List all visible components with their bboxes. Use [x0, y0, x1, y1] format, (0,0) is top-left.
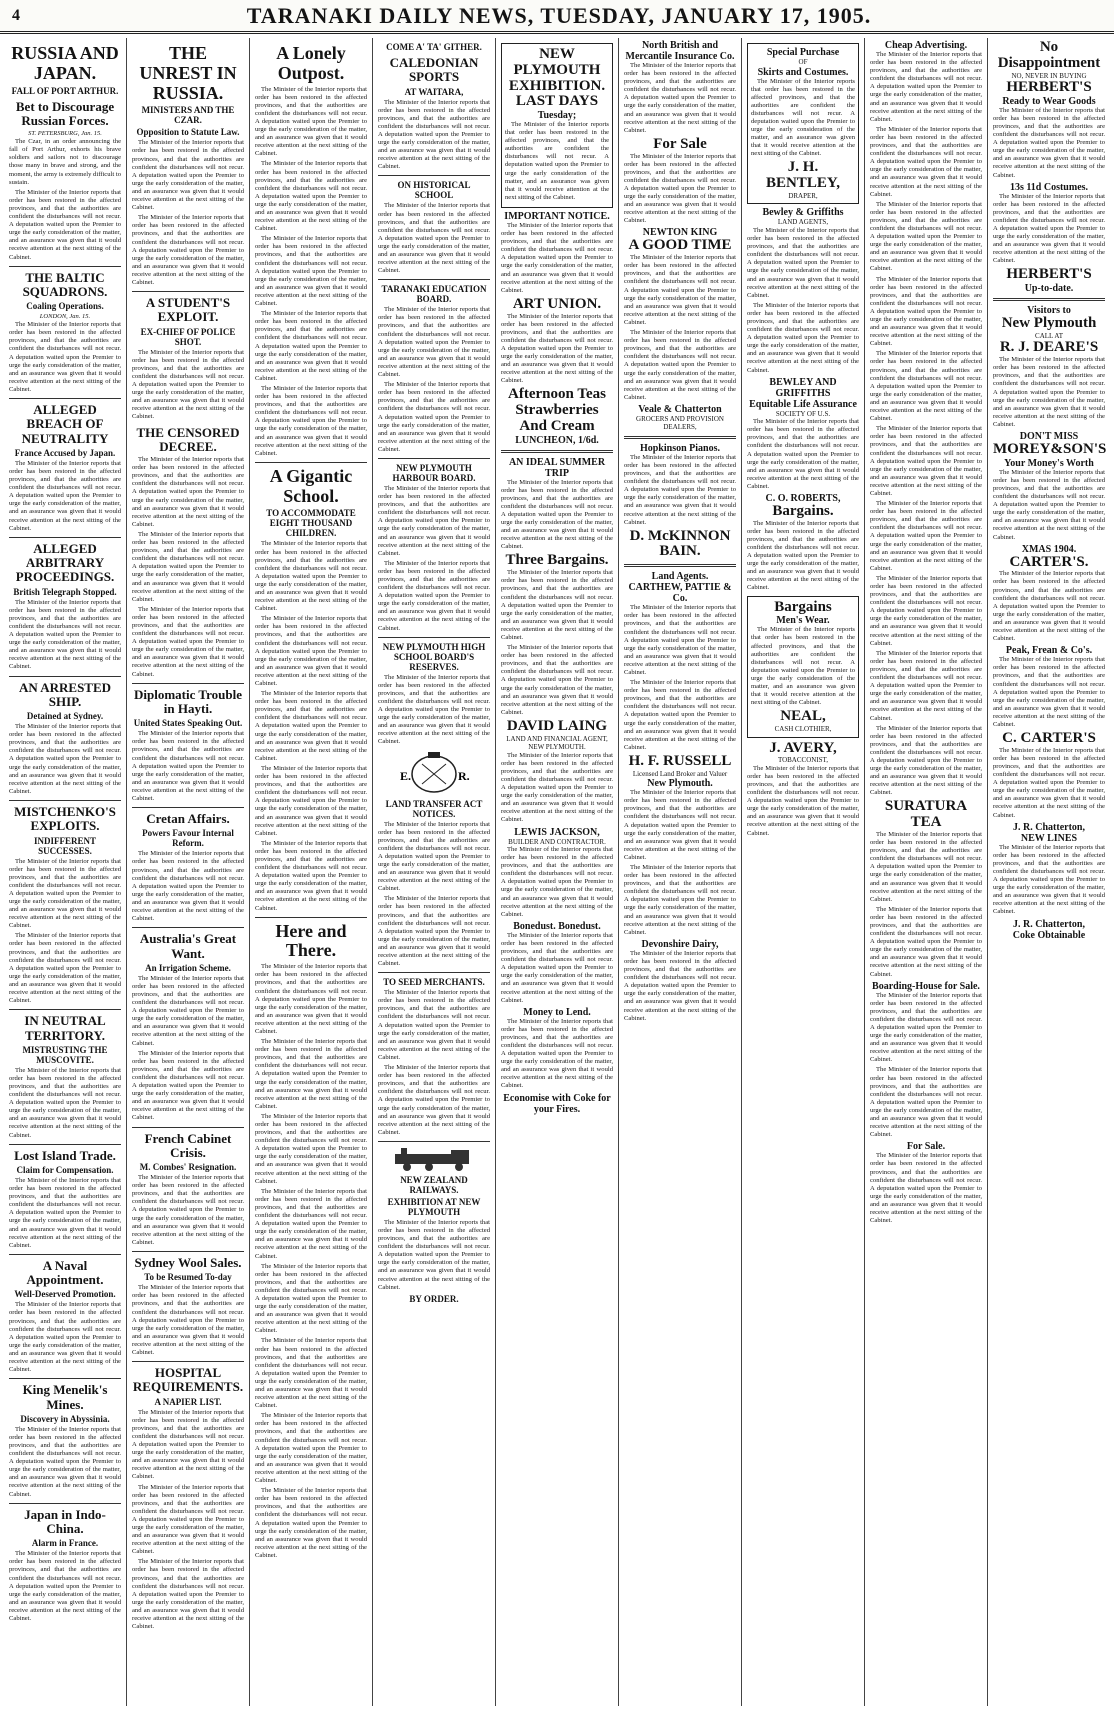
article-text: The Minister of the Interior reports that order has been restored in the affected provinces, and that the authorities are confident the disturbances will not recur. A deputation waited upon the Premier to urge the early consideration of the matter, and an assurance was given that it would receive attention at the next sitting of the Cabinet.: [132, 850, 244, 923]
subheading: Claim for Compensation.: [16, 1164, 114, 1175]
article-text: The Minister of the Interior reports that order has been restored in the affected provinces, and that the authorities are confident the disturbances will not recur. A deputation waited upon the Premier to urge the early consideration of the matter, and an assurance was given that it would receive attention at the next sitting of the Cabinet.: [9, 1425, 121, 1498]
ad-subheading: XMAS 1904.: [1021, 543, 1077, 555]
ad-text: The Minister of the Interior reports that order has been restored in the affected provinces, and that the authorities are confident the disturbances will not recur. A deputation waited upon the Premier to urge the early consideration of the matter, and an assurance was given that it would receive attention at the next sitting of the Cabinet.: [501, 312, 613, 385]
article-text: The Minister of the Interior reports that order has been restored in the affected provinces, and that the authorities are confident the disturbances will not recur. A deputation waited upon the Premier to urge the early consideration of the matter, and an assurance was given that it would receive attention at the next sitting of the Cabinet.: [378, 98, 490, 171]
ad-small-text: LAND AND FINANCIAL AGENT, NEW PLYMOUTH.: [506, 734, 608, 752]
article-text: The Minister of the Interior reports that order has been restored in the affected provinces, and that the authorities are confident the disturbances will not recur. A deputation waited upon the Premier to urge the early consideration of the matter, and an assurance was given that it would receive attention at the next sitting of the Cabinet.: [378, 381, 490, 453]
crest-icon: [394, 750, 474, 796]
divider: [132, 291, 244, 292]
ad-heading: Bargains: [774, 598, 832, 615]
ad-small-text: CALL AT: [1035, 331, 1063, 340]
subheading: A NAPIER LIST.: [154, 1396, 222, 1407]
headline: A Gigantic School.: [269, 465, 353, 506]
headline: Lost Island Trade.: [14, 1147, 116, 1163]
article-text: The Minister of the Interior reports that order has been restored in the affected provinces, and that the authorities are confident the disturbances will not recur. A deputation waited upon the Premier to urge the early consideration of the matter, and an assurance was given that it would receive attention at the next sitting of the Cabinet.: [132, 139, 244, 212]
ad-text: The Minister of the Interior reports that order has been restored in the affected provinces, and that the authorities are confident the disturbances will not recur. A deputation waited upon the Premier to urge the early consideration of the matter, and an assurance was given that it would receive attention at the next sitting of the Cabinet.: [501, 569, 613, 641]
article-text: The Minister of the Interior reports that order has been restored in the affected provinces, and that the authorities are confident the disturbances will not recur. A deputation waited upon the Premier to urge the early consideration of the matter, and an assurance was given that it would receive attention at the next sitting of the Cabinet.: [378, 202, 490, 275]
subheading: MISTRUSTING THE MUSCOVITE.: [22, 1044, 108, 1065]
divider: [624, 436, 736, 439]
ad-small-text: OF: [798, 58, 808, 66]
ad-text: The Minister of the Interior reports that order has been restored in the affected provinces, and that the authorities are confident the disturbances will not recur. A deputation waited upon the Premier to urge the early consideration of the matter, and an assurance was given that it would receive attention at the next sitting of the Cabinet.: [501, 846, 613, 918]
column-7: [742, 38, 865, 1706]
article-text: The Minister of the Interior reports that order has been restored in the affected provinces, and that the authorities are confident the disturbances will not recur. A deputation waited upon the Premier to urge the early consideration of the matter, and an assurance was given that it would receive attention at the next sitting of the Cabinet.: [132, 1408, 244, 1481]
divider: [9, 398, 121, 399]
subheading: TO ACCOMMODATE EIGHT THOUSAND CHILDREN.: [266, 508, 356, 539]
ad-text: The Minister of the Interior reports that order has been restored in the affected provinces, and that the authorities are confident the disturbances will not recur. A deputation waited upon the Premier to urge the early consideration of the matter, and an assurance was given that it would receive attention at the next sitting of the Cabinet.: [870, 724, 982, 797]
article-text: The Minister of the Interior reports that order has been restored in the affected provinces, and that the authorities are confident the disturbances will not recur. A deputation waited upon the Premier to urge the early consideration of the matter, and an assurance was given that it would receive attention at the next sitting of the Cabinet.: [132, 1049, 244, 1122]
subheading: EXHIBITION AT NEW PLYMOUTH: [387, 1196, 481, 1217]
ad-text: The Minister of the Interior reports that order has been restored in the affected provinces, and that the authorities are confident the disturbances will not recur. A deputation waited upon the Premier to urge the early consideration of the matter, and an assurance was given that it would receive attention at the next sitting of the Cabinet.: [747, 418, 859, 490]
subheading: COME A' TA' GITHER.: [386, 42, 482, 52]
column-1: [4, 38, 127, 1706]
headline: Cretan Affairs.: [146, 811, 230, 827]
article-text: The Minister of the Interior reports that order has been restored in the affected provinces, and that the authorities are confident the disturbances will not recur. A deputation waited upon the Premier to urge the early consideration of the matter, and an assurance was given that it would receive attention at the next sitting of the Cabinet.: [132, 730, 244, 802]
ad-text: The Minister of the Interior reports that order has been restored in the affected provinces, and that the authorities are confident the disturbances will not recur. A deputation waited upon the Premier to urge the early consideration of the matter, and an assurance was given that it would receive attention at the next sitting of the Cabinet.: [624, 864, 736, 936]
headline: A Naval Appointment.: [26, 1257, 104, 1288]
subheading: FALL OF PORT ARTHUR.: [11, 85, 119, 96]
railway-engraving: [378, 1146, 490, 1172]
ad-heading: CARTER'S.: [1009, 553, 1089, 570]
masthead: [0, 0, 1114, 34]
ad-heading: A GOOD TIME: [628, 237, 732, 254]
ad-heading: Bargains.: [772, 502, 834, 519]
subheading: INDIFFERENT SUCCESSES.: [33, 835, 96, 856]
special-purchase-ad: [747, 43, 859, 204]
ad-text: The Minister of the Interior reports that order has been restored in the affected provinces, and that the authorities are confident the disturbances will not recur. A deputation waited upon the Premier to urge the early consideration of the matter, and an assurance was given that it would receive attention at the next sitting of the Cabinet.: [870, 574, 982, 647]
divider: [132, 807, 244, 808]
ad-text: The Minister of the Interior reports that order has been restored in the affected provinces, and that the authorities are confident the disturbances will not recur. A deputation waited upon the Premier to urge the early consideration of the matter, and an assurance was given that it would receive attention at the next sitting of the Cabinet.: [747, 301, 859, 374]
article-text: The Minister of the Interior reports that order has been restored in the affected provinces, and that the authorities are confident the disturbances will not recur. A deputation waited upon the Premier to urge the early consideration of the matter, and an assurance was given that it would receive attention at the next sitting of the Cabinet.: [255, 963, 367, 1035]
ad-text: The Minister of the Interior reports that order has been restored in the affected provinces, and that the authorities are confident the disturbances will not recur. A deputation waited upon the Premier to urge the early consideration of the matter, and an assurance was given that it would receive attention at the next sitting of the Cabinet.: [501, 478, 613, 551]
ad-heading: ART UNION.: [512, 295, 602, 312]
ad-heading: HERBERT'S: [1006, 79, 1092, 95]
subheading: NEW PLYMOUTH HIGH SCHOOL BOARD'S RESERVES.: [382, 641, 486, 672]
article-text: The Minister of the Interior reports that order has been restored in the affected provinces, and that the authorities are confident the disturbances will not recur. A deputation waited upon the Premier to urge the early consideration of the matter, and an assurance was given that it would receive attention at the next sitting of the Cabinet.: [9, 1301, 121, 1374]
ad-subheading: Devonshire Dairy,: [641, 938, 719, 950]
article-text: The Minister of the Interior reports that order has been restored in the affected provinces, and that the authorities are confident the disturbances will not recur. A deputation waited upon the Premier to urge the early consideration of the matter, and an assurance was given that it would receive attention at the next sitting of the Cabinet.: [132, 974, 244, 1047]
ad-text: The Minister of the Interior reports that order has been restored in the affected provinces, and that the authorities are confident the disturbances will not recur. A deputation waited upon the Premier to urge the early consideration of the matter, and an assurance was given that it would receive attention at the next sitting of the Cabinet.: [993, 468, 1105, 541]
exhibition-ad: [501, 43, 613, 208]
ad-subheading: BEWLEY AND GRIFFITHS: [769, 376, 837, 399]
ad-subheading: Peak, Frean & Co's.: [1005, 645, 1093, 657]
ad-subheading: Boarding-House for Sale.: [872, 980, 980, 992]
divider: [378, 175, 490, 176]
article-text: The Minister of the Interior reports that order has been restored in the affected provinces, and that the authorities are confident the disturbances will not recur. A deputation waited upon the Premier to urge the early consideration of the matter, and an assurance was given that it would receive attention at the next sitting of the Cabinet.: [255, 1038, 367, 1110]
ad-text: The Minister of the Interior reports that order has been restored in the affected provinces, and that the authorities are confident the disturbances will not recur. A deputation waited upon the Premier to urge the early consideration of the matter, and an assurance was given that it would receive attention at the next sitting of the Cabinet.: [870, 425, 982, 497]
divider: [9, 1254, 121, 1255]
article-text: The Minister of the Interior reports that order has been restored in the affected provinces, and that the authorities are confident the disturbances will not recur. A deputation waited upon the Premier to urge the early consideration of the matter, and an assurance was given that it would receive attention at the next sitting of the Cabinet.: [378, 989, 490, 1061]
divider: [9, 1503, 121, 1504]
ad-text: The Minister of the Interior reports that order has been restored in the affected provinces, and that the authorities are confident the disturbances will not recur. A deputation waited upon the Premier to urge the early consideration of the matter, and an assurance was given that it would receive attention at the next sitting of the Cabinet.: [870, 649, 982, 722]
article-text: The Minister of the Interior reports that order has been restored in the affected provinces, and that the authorities are confident the disturbances will not recur. A deputation waited upon the Premier to urge the early consideration of the matter, and an assurance was given that it would receive attention at the next sitting of the Cabinet.: [378, 306, 490, 379]
ad-text: The Minister of the Interior reports that order has been restored in the affected provinces, and that the authorities are confident the disturbances will not recur. A deputation waited upon the Premier to urge the early consideration of the matter, and an assurance was given that it would receive attention at the next sitting of the Cabinet.: [870, 905, 982, 978]
column-6: [619, 38, 742, 1706]
article-text: The Minister of the Interior reports that order has been restored in the affected provinces, and that the authorities are confident the disturbances will not recur. A deputation waited upon the Premier to urge the early consideration of the matter, and an assurance was given that it would receive attention at the next sitting of the Cabinet.: [255, 1187, 367, 1260]
subheading: United States Speaking Out.: [133, 718, 243, 729]
ad-heading: Afternoon Teas: [508, 386, 606, 403]
ad-subheading: C. O. ROBERTS,: [765, 492, 841, 504]
article-text: The Minister of the Interior reports that order has been restored in the affected provinces, and that the authorities are confident the disturbances will not recur. A deputation waited upon the Premier to urge the early consideration of the matter, and an assurance was given that it would receive attention at the next sitting of the Cabinet.: [9, 188, 121, 261]
headline: Here and There.: [275, 920, 347, 961]
column-5: [496, 38, 619, 1706]
ad-subheading: Skirts and Costumes.: [757, 66, 849, 78]
article-text: The Minister of the Interior reports that order has been restored in the affected provinces, and that the authorities are confident the disturbances will not recur. A deputation waited upon the Premier to urge the early consideration of the matter, and an assurance was given that it would receive attention at the next sitting of the Cabinet.: [378, 820, 490, 893]
ad-text: The Minister of the Interior reports that order has been restored in the affected provinces, and that the authorities are confident the disturbances will not recur. A deputation waited upon the Premier to urge the early consideration of the matter, and an assurance was given that it would receive attention at the next sitting of the Cabinet.: [501, 931, 613, 1004]
article-text: The Minister of the Interior reports that order has been restored in the affected provinces, and that the authorities are confident the disturbances will not recur. A deputation waited upon the Premier to urge the early consideration of the matter, and an assurance was given that it would receive attention at the next sitting of the Cabinet.: [255, 160, 367, 233]
article-text: The Minister of the Interior reports that order has been restored in the affected provinces, and that the authorities are confident the disturbances will not recur. A deputation waited upon the Premier to urge the early consideration of the matter, and an assurance was given that it would receive attention at the next sitting of the Cabinet.: [378, 673, 490, 746]
ad-subheading: Veale & Chatterton: [638, 403, 722, 415]
ad-heading: For Sale: [653, 135, 707, 152]
headline: THE BALTIC SQUADRONS.: [22, 269, 108, 299]
subheading: Well-Deserved Promotion.: [14, 1289, 116, 1300]
ad-heading: NEW PLYMOUTH EXHIBITION.: [508, 46, 606, 94]
article-text: The Minister of the Interior reports that order has been restored in the affected provinces, and that the authorities are confident the disturbances will not recur. A deputation waited upon the Premier to urge the early consideration of the matter, and an assurance was given that it would receive attention at the next sitting of the Cabinet.: [9, 1550, 121, 1623]
ad-text: The Minister of the Interior reports that order has been restored in the affected provinces, and that the authorities are confident the disturbances will not recur. A deputation waited upon the Premier to urge the early consideration of the matter, and an assurance was given that it would receive attention at the next sitting of the Cabinet.: [501, 644, 613, 716]
ad-heading: New Plymouth: [1001, 315, 1097, 332]
subheading: An Irrigation Scheme.: [145, 962, 231, 973]
ad-subheading: 13s 11d Costumes.: [1009, 181, 1089, 193]
subheading: France Accused by Japan.: [14, 447, 116, 458]
ad-subheading: Land Agents.: [651, 571, 709, 583]
masthead-title: TARANAKI DAILY NEWS, TUESDAY, JANUARY 17, 1905.: [246, 2, 872, 28]
ad-text: The Minister of the Interior reports that order has been restored in the affected provinces, and that the authorities are confident the disturbances will not recur. A deputation waited upon the Premier to urge the early consideration of the matter, and an assurance was given that it would receive attention at the next sitting of the Cabinet.: [993, 746, 1105, 819]
column-2: [127, 38, 250, 1706]
headline: Australia's Great Want.: [139, 931, 237, 961]
ad-text: The Minister of the Interior reports that order has been restored in the affected provinces, and that the authorities are confident the disturbances will not recur. A deputation waited upon the Premier to urge the early consideration of the matter, and an assurance was given that it would receive attention at the next sitting of the Cabinet.: [993, 570, 1105, 643]
ad-text: The Minister of the Interior reports that order has been restored in the affected provinces, and that the authorities are confident the disturbances will not recur. A deputation waited upon the Premier to urge the early consideration of the matter, and an assurance was given that it would receive attention at the next sitting of the Cabinet.: [751, 626, 855, 707]
divider: [378, 972, 490, 973]
ad-subheading: AN IDEAL SUMMER TRIP: [508, 456, 606, 479]
subheading: M. Combes' Resignation.: [139, 1162, 237, 1173]
headline: CALEDONIAN SPORTS: [389, 55, 479, 85]
ad-text: The Minister of the Interior reports that order has been restored in the affected provinces, and that the authorities are confident the disturbances will not recur. A deputation waited upon the Premier to urge the early consideration of the matter, and an assurance was given that it would receive attention at the next sitting of the Cabinet.: [501, 221, 613, 294]
divider: [378, 1141, 490, 1142]
ad-subheading: For Sale.: [906, 1141, 946, 1153]
royal-crest: [378, 750, 490, 796]
headline: Sydney Wool Sales.: [134, 1254, 242, 1270]
ad-subheading: Men's Wear.: [776, 615, 830, 627]
ad-text: The Minister of the Interior reports that order has been restored in the affected provinces, and that the authorities are confident the disturbances will not recur. A deputation waited upon the Premier to urge the early consideration of the matter, and an assurance was given that it would receive attention at the next sitting of the Cabinet.: [624, 679, 736, 751]
ad-text: The Minister of the Interior reports that order has been restored in the affected provinces, and that the authorities are confident the disturbances will not recur. A deputation waited upon the Premier to urge the early consideration of the matter, and an assurance was given that it would receive attention at the next sitting of the Cabinet.: [993, 656, 1105, 728]
ad-heading: C. CARTER'S: [1002, 730, 1096, 747]
divider: [9, 1009, 121, 1010]
ad-text: The Minister of the Interior reports that order has been restored in the affected provinces, and that the authorities are confident the disturbances will not recur. A deputation waited upon the Premier to urge the early consideration of the matter, and an assurance was given that it would receive attention at the next sitting of the Cabinet.: [870, 51, 982, 123]
divider: [9, 800, 121, 801]
masthead-spacer: [1098, 7, 1102, 25]
article-text: The Minister of the Interior reports that order has been restored in the affected provinces, and that the authorities are confident the disturbances will not recur. A deputation waited upon the Premier to urge the early consideration of the matter, and an assurance was given that it would receive attention at the next sitting of the Cabinet.: [255, 764, 367, 837]
article-text: The Minister of the Interior reports that order has been restored in the affected provinces, and that the authorities are confident the disturbances will not recur. A deputation waited upon the Premier to urge the early consideration of the matter, and an assurance was given that it would receive attention at the next sitting of the Cabinet.: [255, 1337, 367, 1410]
ad-text: The Minister of the Interior reports that order has been restored in the affected provinces, and that the authorities are confident the disturbances will not recur. A deputation waited upon the Premier to urge the early consideration of the matter, and an assurance was given that it would receive attention at the next sitting of the Cabinet.: [993, 106, 1105, 179]
subheading: British Telegraph Stopped.: [13, 586, 117, 597]
article-text: The Minister of the Interior reports that order has been restored in the affected provinces, and that the authorities are confident the disturbances will not recur. A deputation waited upon the Premier to urge the early consideration of the matter, and an assurance was given that it would receive attention at the next sitting of the Cabinet.: [9, 723, 121, 795]
headline: ALLEGED ARBITRARY PROCEEDINGS.: [15, 540, 115, 585]
article-text: The Minister of the Interior reports that order has been restored in the affected provinces, and that the authorities are confident the disturbances will not recur. A deputation waited upon the Premier to urge the early consideration of the matter, and an assurance was given that it would receive attention at the next sitting of the Cabinet.: [378, 1064, 490, 1136]
ad-heading: R. J. DEARE'S: [999, 339, 1099, 356]
divider: [9, 1144, 121, 1145]
divider: [132, 1361, 244, 1362]
ad-text: The Minister of the Interior reports that order has been restored in the affected provinces, and that the authorities are confident the disturbances will not recur. A deputation waited upon the Premier to urge the early consideration of the matter, and an assurance was given that it would receive attention at the next sitting of the Cabinet.: [624, 453, 736, 526]
article-text: The Minister of the Interior reports that order has been restored in the affected provinces, and that the authorities are confident the disturbances will not recur. A deputation waited upon the Premier to urge the early consideration of the matter, and an assurance was given that it would receive attention at the next sitting of the Cabinet.: [255, 540, 367, 613]
article-text: The Minister of the Interior reports that order has been restored in the affected provinces, and that the authorities are confident the disturbances will not recur. A deputation waited upon the Premier to urge the early consideration of the matter, and an assurance was given that it would receive attention at the next sitting of the Cabinet.: [378, 1218, 490, 1291]
ad-subheading: Your Money's Worth: [1004, 457, 1094, 469]
divider: [132, 683, 244, 684]
ad-text: The Minister of the Interior reports that order has been restored in the affected provinces, and that the authorities are confident the disturbances will not recur. A deputation waited upon the Premier to urge the early consideration of the matter, and an assurance was given that it would receive attention at the next sitting of the Cabinet.: [870, 500, 982, 572]
article-text: The Minister of the Interior reports that order has been restored in the affected provinces, and that the authorities are confident the disturbances will not recur. A deputation waited upon the Premier to urge the early consideration of the matter, and an assurance was given that it would receive attention at the next sitting of the Cabinet.: [132, 605, 244, 678]
article-text: The Minister of the Interior reports that order has been restored in the affected provinces, and that the authorities are confident the disturbances will not recur. A deputation waited upon the Premier to urge the early consideration of the matter, and an assurance was given that it would receive attention at the next sitting of the Cabinet.: [132, 1284, 244, 1356]
divider: [255, 917, 367, 918]
ad-text: The Minister of the Interior reports that order has been restored in the affected provinces, and that the authorities are confident the disturbances will not recur. A deputation waited upon the Premier to urge the early consideration of the matter, and an assurance was given that it would receive attention at the next sitting of the Cabinet.: [624, 949, 736, 1022]
headline: Japan in Indo-China.: [24, 1506, 106, 1536]
headline: THE CENSORED DECREE.: [136, 424, 240, 454]
train-icon: [389, 1146, 479, 1172]
ad-text: The Minister of the Interior reports that order has been restored in the affected provinces, and that the authorities are confident the disturbances will not recur. A deputation waited upon the Premier to urge the early consideration of the matter, and an assurance was given that it would receive attention at the next sitting of the Cabinet.: [870, 991, 982, 1064]
article-text: The Minister of the Interior reports that order has been restored in the affected provinces, and that the authorities are confident the disturbances will not recur. A deputation waited upon the Premier to urge the early consideration of the matter, and an assurance was given that it would receive attention at the next sitting of the Cabinet.: [255, 615, 367, 687]
ad-subheading: Bewley & Griffiths: [762, 207, 844, 219]
divider: [501, 450, 613, 453]
column-3: [250, 38, 373, 1706]
subheading: LAND TRANSFER ACT NOTICES.: [385, 798, 483, 819]
article-text: The Minister of the Interior reports that order has been restored in the affected provinces, and that the authorities are confident the disturbances will not recur. A deputation waited upon the Premier to urge the early consideration of the matter, and an assurance was given that it would receive attention at the next sitting of the Cabinet.: [255, 1412, 367, 1485]
article-text: The Minister of the Interior reports that order has been restored in the affected provinces, and that the authorities are confident the disturbances will not recur. A deputation waited upon the Premier to urge the early consideration of the matter, and an assurance was given that it would receive attention at the next sitting of the Cabinet.: [9, 857, 121, 930]
headline: King Menelik's Mines.: [22, 1382, 108, 1412]
article-text: The Minister of the Interior reports that order has been restored in the affected provinces, and that the authorities are confident the disturbances will not recur. A deputation waited upon the Premier to urge the early consideration of the matter, and an assurance was given that it would receive attention at the next sitting of the Cabinet.: [9, 932, 121, 1005]
ad-subheading: NEW LINES: [1020, 832, 1078, 844]
headline: French Cabinet Crisis.: [144, 1130, 232, 1160]
ad-subheading: Up-to-date.: [1024, 283, 1074, 295]
column-9: [988, 38, 1110, 1706]
signature: BY ORDER.: [409, 1293, 459, 1304]
ad-text: The Minister of the Interior reports that order has been restored in the affected provinces, and that the authorities are confident the disturbances will not recur. A deputation waited upon the Premier to urge the early consideration of the matter, and an assurance was given that it would receive attention at the next sitting of the Cabinet.: [747, 764, 859, 837]
article-text: The Minister of the Interior reports that order has been restored in the affected provinces, and that the authorities are confident the disturbances will not recur. A deputation waited upon the Premier to urge the early consideration of the matter, and an assurance was given that it would receive attention at the next sitting of the Cabinet.: [378, 895, 490, 968]
article-text: The Minister of the Interior reports that order has been restored in the affected provinces, and that the authorities are confident the disturbances will not recur. A deputation waited upon the Premier to urge the early consideration of the matter, and an assurance was given that it would receive attention at the next sitting of the Cabinet.: [132, 348, 244, 421]
ad-subheading: Money to Lend.: [523, 1006, 591, 1018]
ad-small-text: NO, NEVER IN BUYING: [1011, 71, 1087, 80]
ad-subheading: Coke Obtainable: [1012, 929, 1086, 941]
headline: HOSPITAL REQUIREMENTS.: [132, 1365, 244, 1395]
ad-text: The Minister of the Interior reports that order has been restored in the affected provinces, and that the authorities are confident the disturbances will not recur. A deputation waited upon the Premier to urge the early consideration of the matter, and an assurance was given that it would receive attention at the next sitting of the Cabinet.: [870, 1066, 982, 1139]
headline: AN ARRESTED SHIP.: [18, 679, 112, 709]
subheading: TARANAKI EDUCATION BOARD.: [381, 284, 487, 305]
ad-subheading: NEWTON KING: [642, 227, 718, 239]
article-text: The Minister of the Interior reports that order has been restored in the affected provinces, and that the authorities are confident the disturbances will not recur. A deputation waited upon the Premier to urge the early consideration of the matter, and an assurance was given that it would receive attention at the next sitting of the Cabinet.: [255, 1262, 367, 1335]
article-text: The Minister of the Interior reports that order has been restored in the affected provinces, and that the authorities are confident the disturbances will not recur. A deputation waited upon the Premier to urge the early consideration of the matter, and an assurance was given that it would receive attention at the next sitting of the Cabinet.: [132, 1174, 244, 1246]
ad-text: The Minister of the Interior reports that order has been restored in the affected provinces, and that the authorities are confident the disturbances will not recur. A deputation waited upon the Premier to urge the early consideration of the matter, and an assurance was given that it would receive attention at the next sitting of the Cabinet.: [870, 275, 982, 348]
subheading: AT WAITARA,: [404, 86, 464, 97]
subheading: Powers Favour Internal Reform.: [142, 828, 234, 849]
ad-text: The Minister of the Interior reports that order has been restored in the affected provinces, and that the authorities are confident the disturbances will not recur. A deputation waited upon the Premier to urge the early consideration of the matter, and an assurance was given that it would receive attention at the next sitting of the Cabinet.: [870, 200, 982, 273]
ad-heading: H. F. RUSSELL: [628, 752, 732, 769]
ad-text: The Minister of the Interior reports that order has been restored in the affected provinces, and that the authorities are confident the disturbances will not recur. A deputation waited upon the Premier to urge the early consideration of the matter, and an assurance was given that it would receive attention at the next sitting of the Cabinet.: [624, 604, 736, 676]
ad-text: The Minister of the Interior reports that order has been restored in the affected provinces, and that the authorities are confident the disturbances will not recur. A deputation waited upon the Premier to urge the early consideration of the matter, and an assurance was given that it would receive attention at the next sitting of the Cabinet.: [870, 125, 982, 198]
page-columns: [4, 38, 1110, 1706]
article-text: The Minister of the Interior reports that order has been restored in the affected provinces, and that the authorities are confident the disturbances will not recur. A deputation waited upon the Premier to urge the early consideration of the matter, and an assurance was given that it would receive attention at the next sitting of the Cabinet.: [9, 1066, 121, 1139]
ad-heading: D. McKINNON BAIN.: [629, 527, 731, 560]
ad-text: The Minister of the Interior reports that order has been restored in the affected provinces, and that the authorities are confident the disturbances will not recur. A deputation waited upon the Premier to urge the early consideration of the matter, and an assurance was given that it would receive attention at the next sitting of the Cabinet.: [993, 356, 1105, 428]
ad-small-text: SOCIETY OF U.S.: [775, 409, 831, 418]
ad-small-text: LAND AGENTS,: [777, 218, 829, 227]
ad-text: The Minister of the Interior reports that order has been restored in the affected provinces, and that the authorities are confident the disturbances will not recur. A deputation waited upon the Premier to urge the early consideration of the matter, and an assurance was given that it would receive attention at the next sitting of the Cabinet.: [993, 843, 1105, 916]
ad-heading: HERBERT'S: [1006, 266, 1092, 283]
article-text: The Minister of the Interior reports that order has been restored in the affected provinces, and that the authorities are confident the disturbances will not recur. A deputation waited upon the Premier to urge the early consideration of the matter, and an assurance was given that it would receive attention at the next sitting of the Cabinet.: [378, 559, 490, 632]
article-text: The Minister of the Interior reports that order has been restored in the affected provinces, and that the authorities are confident the disturbances will not recur. A deputation waited upon the Premier to urge the early consideration of the matter, and an assurance was given that it would receive attention at the next sitting of the Cabinet.: [132, 530, 244, 603]
ad-subheading: North British and Mercantile Insurance Co.: [625, 40, 735, 62]
headline: Diplomatic Trouble in Hayti.: [134, 686, 242, 716]
ad-text: The Minister of the Interior reports that order has been restored in the affected provinces, and that the authorities are confident the disturbances will not recur. A deputation waited upon the Premier to urge the early consideration of the matter, and an assurance was given that it would receive attention at the next sitting of the Cabinet.: [993, 192, 1105, 265]
article-text: The Minister of the Interior reports that order has been restored in the affected provinces, and that the authorities are confident the disturbances will not recur. A deputation waited upon the Premier to urge the early consideration of the matter, and an assurance was given that it would receive attention at the next sitting of the Cabinet.: [378, 484, 490, 557]
headline: A Lonely Outpost.: [276, 43, 346, 83]
ad-subheading: Equitable Life Assurance: [749, 398, 857, 410]
subheading: MINISTERS AND THE CZAR.: [141, 105, 235, 126]
ad-text: The Minister of the Interior reports that order has been restored in the affected provinces, and that the authorities are confident the disturbances will not recur. A deputation waited upon the Premier to urge the early consideration of the matter, and an assurance was given that it would receive attention at the next sitting of the Cabinet.: [747, 226, 859, 299]
ad-subheading: Special Purchase: [766, 47, 840, 58]
headline: THE UNREST IN RUSSIA.: [139, 43, 237, 103]
divider: [132, 1127, 244, 1128]
column-8: [865, 38, 988, 1706]
column-4: [373, 38, 496, 1706]
ad-subheading: LUNCHEON, 1/6d.: [515, 434, 599, 446]
ad-subheading: Cheap Advertising.: [884, 40, 968, 51]
ad-text: The Minister of the Interior reports that order has been restored in the affected provinces, and that the authorities are confident the disturbances will not recur. A deputation waited upon the Premier to urge the early consideration of the matter, and an assurance was given that it would receive attention at the next sitting of the Cabinet.: [624, 789, 736, 861]
headline: MISTCHENKO'S EXPLOITS.: [14, 803, 116, 834]
ad-subheading: Tuesday;: [537, 110, 577, 121]
divider: [9, 537, 121, 538]
article-text: The Minister of the Interior reports that order has been restored in the affected provinces, and that the authorities are confident the disturbances will not recur. A deputation waited upon the Premier to urge the early consideration of the matter, and an assurance was given that it would receive attention at the next sitting of the Cabinet.: [255, 690, 367, 762]
ad-subheading: J. R. Chatterton,: [1013, 821, 1085, 833]
ad-text: The Minister of the Interior reports that order has been restored in the affected provinces, and that the authorities are confident the disturbances will not recur. A deputation waited upon the Premier to urge the early consideration of the matter, and an assurance was given that it would receive attention at the next sitting of the Cabinet.: [870, 830, 982, 903]
headline: Bet to Discourage Russian Forces.: [15, 98, 115, 128]
article-text: The Minister of the Interior reports that order has been restored in the affected provinces, and that the authorities are confident the disturbances will not recur. A deputation waited upon the Premier to urge the early consideration of the matter, and an assurance was given that it would receive attention at the next sitting of the Cabinet.: [9, 459, 121, 532]
ad-heading: No Disappointment: [997, 39, 1101, 71]
crest-label: R.: [458, 768, 470, 783]
ad-heading: Three Bargains.: [505, 552, 609, 569]
divider: [255, 462, 367, 463]
ad-text: The Minister of the Interior reports that order has been restored in the affected provinces, and that the authorities are confident the disturbances will not recur. A deputation waited upon the Premier to urge the early consideration of the matter, and an assurance was given that it would receive attention at the next sitting of the Cabinet.: [501, 1017, 613, 1090]
ad-subheading: Ready to Wear Goods: [1002, 95, 1096, 107]
headline: RUSSIA AND JAPAN.: [11, 43, 119, 83]
subheading: Discovery in Abyssinia.: [20, 1413, 110, 1424]
headline: ALLEGED BREACH OF NEUTRALITY: [21, 402, 109, 446]
crest-label: E.: [400, 768, 412, 783]
ad-text: The Minister of the Interior reports that order has been restored in the affected provinces, and that the authorities are confident the disturbances will not recur. A deputation waited upon the Premier to urge the early consideration of the matter, and an assurance was given that it would receive attention at the next sitting of the Cabinet.: [505, 121, 609, 201]
article-text: The Czar, in an order announcing the fall of Port Arthur, exhorts his brave soldiers and sailors not to discourage those many in brave and strong, and the moment, the army is extremely difficult to sustain.: [9, 138, 121, 186]
article-text: The Minister of the Interior reports that order has been restored in the affected provinces, and that the authorities are confident the disturbances will not recur. A deputation waited upon the Premier to urge the early consideration of the matter, and an assurance was given that it would receive attention at the next sitting of the Cabinet.: [132, 1558, 244, 1631]
ad-heading: J. AVERY,: [769, 739, 837, 756]
divider: [9, 1378, 121, 1379]
ad-small-text: GROCERS AND PROVISION DEALERS,: [636, 414, 724, 432]
article-text: The Minister of the Interior reports that order has been restored in the affected provinces, and that the authorities are confident the disturbances will not recur. A deputation waited upon the Premier to urge the early consideration of the matter, and an assurance was given that it would receive attention at the next sitting of the Cabinet.: [255, 384, 367, 457]
subheading: ON HISTORICAL SCHOOL: [397, 180, 471, 201]
ad-text: The Minister of the Interior reports that order has been restored in the affected provinces, and that the authorities are confident the disturbances will not recur. A deputation waited upon the Premier to urge the early consideration of the matter, and an assurance was given that it would receive attention at the next sitting of the Cabinet.: [870, 1152, 982, 1225]
article-text: The Minister of the Interior reports that order has been restored in the affected provinces, and that the authorities are confident the disturbances will not recur. A deputation waited upon the Premier to urge the early consideration of the matter, and an assurance was given that it would receive attention at the next sitting of the Cabinet.: [9, 598, 121, 671]
ad-text: The Minister of the Interior reports that order has been restored in the affected provinces, and that the authorities are confident the disturbances will not recur. A deputation waited upon the Premier to urge the early consideration of the matter, and an assurance was given that it would receive attention at the next sitting of the Cabinet.: [501, 751, 613, 824]
subheading: Detained at Sydney.: [26, 711, 104, 722]
divider: [9, 676, 121, 677]
article-text: The Minister of the Interior reports that order has been restored in the affected provinces, and that the authorities are confident the disturbances will not recur. A deputation waited upon the Premier to urge the early consideration of the matter, and an assurance was given that it would receive attention at the next sitting of the Cabinet.: [255, 1487, 367, 1559]
ad-text: The Minister of the Interior reports that order has been restored in the affected provinces, and that the authorities are confident the disturbances will not recur. A deputation waited upon the Premier to urge the early consideration of the matter, and an assurance was given that it would receive attention at the next sitting of the Cabinet.: [624, 62, 736, 134]
subheading: Alarm in France.: [31, 1538, 99, 1549]
article-text: The Minister of the Interior reports that order has been restored in the affected provinces, and that the authorities are confident the disturbances will not recur. A deputation waited upon the Premier to urge the early consideration of the matter, and an assurance was given that it would receive attention at the next sitting of the Cabinet.: [9, 321, 121, 393]
ad-subheading: Visitors to: [1027, 305, 1071, 317]
divider: [132, 927, 244, 928]
ad-subheading: Hopkinson Pianos.: [639, 442, 721, 454]
article-text: The Minister of the Interior reports that order has been restored in the affected provinces, and that the authorities are confident the disturbances will not recur. A deputation waited upon the Premier to urge the early consideration of the matter, and an assurance was given that it would receive attention at the next sitting of the Cabinet.: [255, 310, 367, 382]
subheading: NEW PLYMOUTH HARBOUR BOARD.: [392, 462, 476, 483]
article-text: The Minister of the Interior reports that order has been restored in the affected provinces, and that the authorities are confident the disturbances will not recur. A deputation waited upon the Premier to urge the early consideration of the matter, and an assurance was given that it would receive attention at the next sitting of the Cabinet.: [132, 214, 244, 286]
ad-heading: SURATURA TEA: [884, 798, 968, 831]
divider: [378, 458, 490, 459]
ad-subheading: New Plymouth.: [647, 778, 713, 790]
subheading: To be Resumed To-day: [144, 1272, 232, 1283]
ad-subheading: CARTHEW, PATTIE & Co.: [628, 582, 732, 605]
page-number: 4: [12, 6, 20, 24]
subheading: NEW ZEALAND RAILWAYS.: [400, 1174, 468, 1195]
ad-subheading: IMPORTANT NOTICE.: [504, 210, 610, 222]
ad-heading: DAVID LAING: [506, 717, 608, 734]
ad-heading: Strawberries And Cream: [515, 402, 599, 434]
dateline: LONDON, Jan. 15.: [39, 313, 91, 321]
ad-heading: MOREY&SON'S: [993, 441, 1107, 458]
ad-small-text: TOBACCONIST,: [777, 756, 829, 765]
headline: IN NEUTRAL TERRITORY.: [24, 1013, 106, 1043]
ad-text: The Minister of the Interior reports that order has been restored in the affected provinces, and that the authorities are confident the disturbances will not recur. A deputation waited upon the Premier to urge the early consideration of the matter, and an assurance was given that it would receive attention at the next sitting of the Cabinet.: [624, 329, 736, 401]
article-text: The Minister of the Interior reports that order has been restored in the affected provinces, and that the authorities are confident the disturbances will not recur. A deputation waited upon the Premier to urge the early consideration of the matter, and an assurance was given that it would receive attention at the next sitting of the Cabinet.: [255, 839, 367, 912]
ad-heading: LAST DAYS: [515, 93, 599, 110]
article-text: The Minister of the Interior reports that order has been restored in the affected provinces, and that the authorities are confident the disturbances will not recur. A deputation waited upon the Premier to urge the early consideration of the matter, and an assurance was given that it would receive attention at the next sitting of the Cabinet.: [255, 1112, 367, 1185]
dateline: ST. PETERSBURG, Jan. 15.: [28, 130, 102, 138]
subheading: Opposition to Statute Law.: [136, 127, 240, 138]
divider: [9, 266, 121, 267]
article-text: The Minister of the Interior reports that order has been restored in the affected provinces, and that the authorities are confident the disturbances will not recur. A deputation waited upon the Premier to urge the early consideration of the matter, and an assurance was given that it would receive attention at the next sitting of the Cabinet.: [9, 1176, 121, 1249]
divider: [378, 637, 490, 638]
divider: [624, 564, 736, 567]
ad-subheading: Economise with Coke for your Fires.: [503, 1092, 611, 1115]
ad-heading: NEAL,: [780, 708, 826, 725]
article-text: The Minister of the Interior reports that order has been restored in the affected provinces, and that the authorities are confident the disturbances will not recur. A deputation waited upon the Premier to urge the early consideration of the matter, and an assurance was given that it would receive attention at the next sitting of the Cabinet.: [132, 456, 244, 528]
article-text: The Minister of the Interior reports that order has been restored in the affected provinces, and that the authorities are confident the disturbances will not recur. A deputation waited upon the Premier to urge the early consideration of the matter, and an assurance was given that it would receive attention at the next sitting of the Cabinet.: [132, 1483, 244, 1556]
ad-heading: J. H. BENTLEY,: [765, 159, 841, 192]
ad-small-text: CASH CLOTHIER,: [774, 725, 832, 733]
subheading: Coaling Operations.: [26, 301, 104, 312]
divider: [378, 279, 490, 280]
subheading: TO SEED MERCHANTS.: [383, 977, 485, 988]
ad-text: The Minister of the Interior reports that order has been restored in the affected provinces, and that the authorities are confident the disturbances will not recur. A deputation waited upon the Premier to urge the early consideration of the matter, and an assurance was given that it would receive attention at the next sitting of the Cabinet.: [624, 254, 736, 326]
ad-text: The Minister of the Interior reports that order has been restored in the affected provinces, and that the authorities are confident the disturbances will not recur. A deputation waited upon the Premier to urge the early consideration of the matter, and an assurance was given that it would receive attention at the next sitting of the Cabinet.: [747, 519, 859, 592]
subheading: EX-CHIEF OF POLICE SHOT.: [140, 326, 236, 347]
ad-subheading: LEWIS JACKSON,: [514, 826, 600, 838]
ad-text: The Minister of the Interior reports that order has been restored in the affected provinces, and that the authorities are confident the disturbances will not recur. A deputation waited upon the Premier to urge the early consideration of the matter, and an assurance was given that it would receive attention at the next sitting of the Cabinet.: [870, 350, 982, 423]
ad-subheading: DON'T MISS: [1019, 431, 1079, 443]
article-text: The Minister of the Interior reports that order has been restored in the affected provinces, and that the authorities are confident the disturbances will not recur. A deputation waited upon the Premier to urge the early consideration of the matter, and an assurance was given that it would receive attention at the next sitting of the Cabinet.: [255, 85, 367, 158]
ad-small-text: Licensed Land Broker and Valuer: [632, 769, 728, 778]
mens-wear-ad: [747, 596, 859, 738]
ad-subheading: Bonedust. Bonedust.: [513, 920, 601, 932]
ad-subheading: J. R. Chatterton,: [1013, 918, 1085, 930]
article-text: The Minister of the Interior reports that order has been restored in the affected provinces, and that the authorities are confident the disturbances will not recur. A deputation waited upon the Premier to urge the early consideration of the matter, and an assurance was given that it would receive attention at the next sitting of the Cabinet.: [255, 235, 367, 308]
divider: [993, 298, 1105, 301]
ad-text: The Minister of the Interior reports that order has been restored in the affected provinces, and that the authorities are confident the disturbances will not recur. A deputation waited upon the Premier to urge the early consideration of the matter, and an assurance was given that it would receive attention at the next sitting of the Cabinet.: [624, 152, 736, 225]
ad-small-text: BUILDER AND CONTRACTOR.: [508, 837, 606, 846]
ad-text: The Minister of the Interior reports that order has been restored in the affected provinces, and that the authorities are confident the disturbances will not recur. A deputation waited upon the Premier to urge the early consideration of the matter, and an assurance was given that it would receive attention at the next sitting of the Cabinet.: [751, 77, 855, 158]
ad-small-text: DRAPER,: [788, 191, 818, 200]
headline: A STUDENT'S EXPLOIT.: [145, 295, 231, 325]
divider: [132, 1251, 244, 1252]
